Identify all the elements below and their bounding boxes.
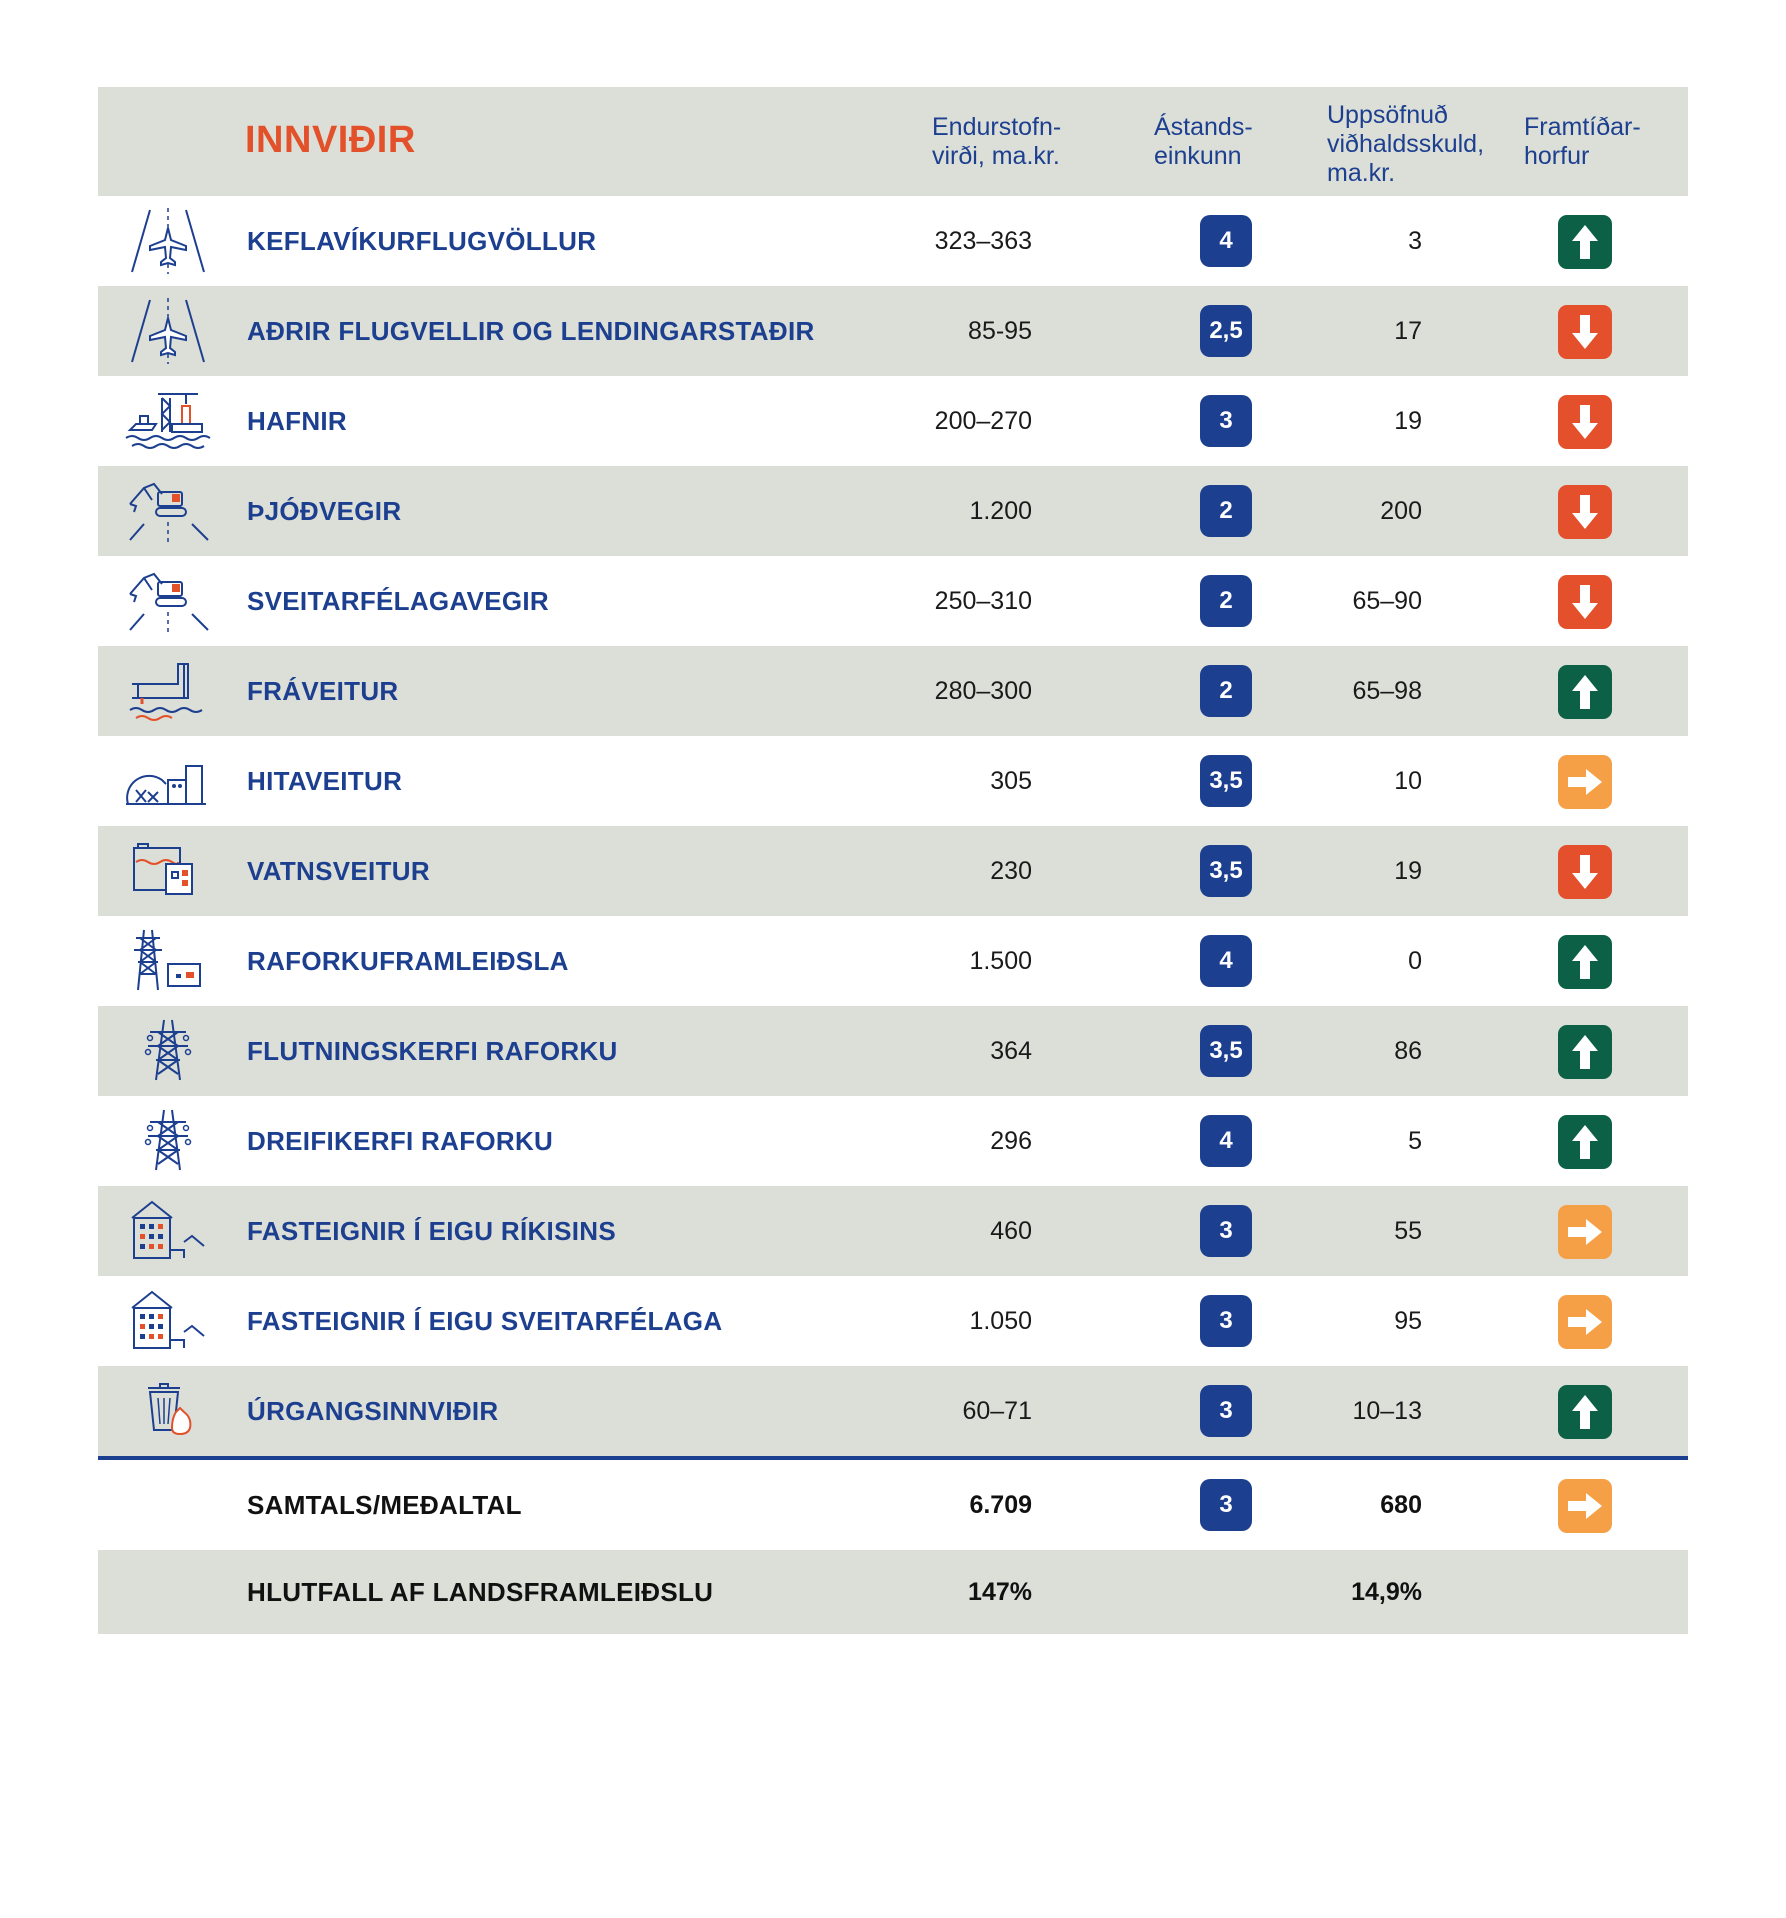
row-debt: 5 [1408,1127,1422,1155]
rating-badge: 4 [1200,935,1252,987]
row-value: 1.200 [969,497,1032,525]
building-icon [122,1284,214,1358]
table-row [98,196,1688,286]
row-name: FASTEIGNIR Í EIGU RÍKISINS [247,1216,616,1246]
header-rating [1154,113,1253,171]
row-debt: 86 [1394,1037,1422,1065]
header-rating-text: Ástands- einkunn [1154,113,1253,170]
rating-badge: 3,5 [1200,755,1252,807]
total-row [98,1460,1688,1550]
row-debt: 95 [1394,1307,1422,1335]
outlook-right-arrow-icon [1558,1205,1612,1259]
header-value-text: Endurstofn- virði, ma.kr. [932,113,1062,170]
transmission-tower-icon [122,1104,214,1178]
rating-badge: 2 [1200,575,1252,627]
road-excavator-icon [122,474,214,548]
airport-runway-icon [122,204,214,278]
table-row [98,376,1688,466]
row-name: FLUTNINGSKERFI RAFORKU [247,1036,618,1066]
table-row [98,286,1688,376]
transmission-tower-icon [122,1014,214,1088]
row-debt: 19 [1394,857,1422,885]
row-value: 305 [990,767,1032,795]
outlook-right-arrow-icon [1558,1479,1612,1533]
airport-runway-icon [122,294,214,368]
rating-badge: 3 [1200,1385,1252,1437]
table-row [98,1096,1688,1186]
row-debt: 65–98 [1352,677,1422,705]
rating-badge: 3 [1200,1205,1252,1257]
outlook-up-arrow-icon [1558,1025,1612,1079]
row-name: SVEITARFÉLAGAVEGIR [247,586,550,616]
row-debt: 55 [1394,1217,1422,1245]
rating-badge: 2,5 [1200,305,1252,357]
header-debt [1327,101,1484,188]
share-name: HLUTFALL AF LANDSFRAMLEIÐSLU [247,1577,714,1607]
row-name: AÐRIR FLUGVELLIR OG LENDINGARSTAÐIR [247,316,815,346]
outlook-down-arrow-icon [1558,485,1612,539]
header-outlook [1524,113,1641,171]
table-row [98,646,1688,736]
building-icon [122,1194,214,1268]
header-debt-text: Uppsöfnuð viðhaldsskuld, ma.kr. [1327,101,1485,187]
row-value: 460 [990,1217,1032,1245]
outlook-right-arrow-icon [1558,1295,1612,1349]
table-row [98,916,1688,1006]
outlook-up-arrow-icon [1558,1115,1612,1169]
row-debt: 0 [1408,947,1422,975]
harbor-crane-icon [122,384,214,458]
table-row [98,1366,1688,1456]
table-row [98,1276,1688,1366]
rating-badge: 2 [1200,485,1252,537]
row-value: 200–270 [934,407,1032,435]
water-tank-icon [122,834,214,908]
table-header [98,87,1688,196]
outlook-up-arrow-icon [1558,935,1612,989]
row-name: VATNSVEITUR [247,856,430,886]
geothermal-plant-icon [122,744,214,818]
outlook-up-arrow-icon [1558,665,1612,719]
total-name: SAMTALS/MEÐALTAL [247,1490,522,1520]
outlook-down-arrow-icon [1558,395,1612,449]
row-name: DREIFIKERFI RAFORKU [247,1126,554,1156]
row-debt: 65–90 [1352,587,1422,615]
table-row [98,1006,1688,1096]
row-name: FASTEIGNIR Í EIGU SVEITARFÉLAGA [247,1306,723,1336]
rating-badge: 3,5 [1200,845,1252,897]
sewage-outlet-icon [122,654,214,728]
table-title: INNVIÐIR [245,119,416,161]
row-debt: 10 [1394,767,1422,795]
table-row [98,466,1688,556]
row-debt: 10–13 [1352,1397,1422,1425]
row-name: KEFLAVÍKURFLUGVÖLLUR [247,226,597,256]
rating-badge: 3 [1200,1295,1252,1347]
row-value: 280–300 [934,677,1032,705]
rating-badge: 2 [1200,665,1252,717]
outlook-down-arrow-icon [1558,575,1612,629]
row-name: HAFNIR [247,406,348,436]
row-debt: 17 [1394,317,1422,345]
row-value: 296 [990,1127,1032,1155]
row-value: 230 [990,857,1032,885]
row-debt: 3 [1408,227,1422,255]
row-value: 250–310 [934,587,1032,615]
rating-badge: 4 [1200,1115,1252,1167]
row-value: 85-95 [968,317,1032,345]
rating-badge: 3 [1200,1479,1252,1531]
outlook-down-arrow-icon [1558,845,1612,899]
header-value [932,113,1061,171]
table-row [98,736,1688,826]
table-row [98,1186,1688,1276]
table-row [98,556,1688,646]
row-name: ÞJÓÐVEGIR [247,496,402,526]
row-debt: 19 [1394,407,1422,435]
row-value: 323–363 [934,227,1032,255]
total-debt: 680 [1380,1491,1422,1519]
row-value: 60–71 [962,1397,1032,1425]
waste-bin-icon [122,1374,214,1448]
table-row [98,826,1688,916]
row-name: FRÁVEITUR [247,676,399,706]
outlook-down-arrow-icon [1558,305,1612,359]
rating-badge: 3 [1200,395,1252,447]
road-excavator-icon [122,564,214,638]
power-plant-icon [122,924,214,998]
table-body [98,196,1688,1634]
row-name: ÚRGANGSINNVIÐIR [247,1396,499,1426]
total-value: 6.709 [969,1491,1032,1519]
header-outlook-text: Framtíðar- horfur [1524,113,1641,170]
row-value: 1.500 [969,947,1032,975]
share-debt: 14,9% [1351,1578,1422,1606]
gdp-share-row [98,1550,1688,1634]
row-value: 1.050 [969,1307,1032,1335]
outlook-right-arrow-icon [1558,755,1612,809]
row-value: 364 [990,1037,1032,1065]
rating-badge: 4 [1200,215,1252,267]
outlook-up-arrow-icon [1558,215,1612,269]
rating-badge: 3,5 [1200,1025,1252,1077]
row-name: RAFORKUFRAMLEIÐSLA [247,946,569,976]
outlook-up-arrow-icon [1558,1385,1612,1439]
row-debt: 200 [1380,497,1422,525]
row-name: HITAVEITUR [247,766,403,796]
infrastructure-table [98,87,1688,1634]
share-value: 147% [968,1578,1032,1606]
